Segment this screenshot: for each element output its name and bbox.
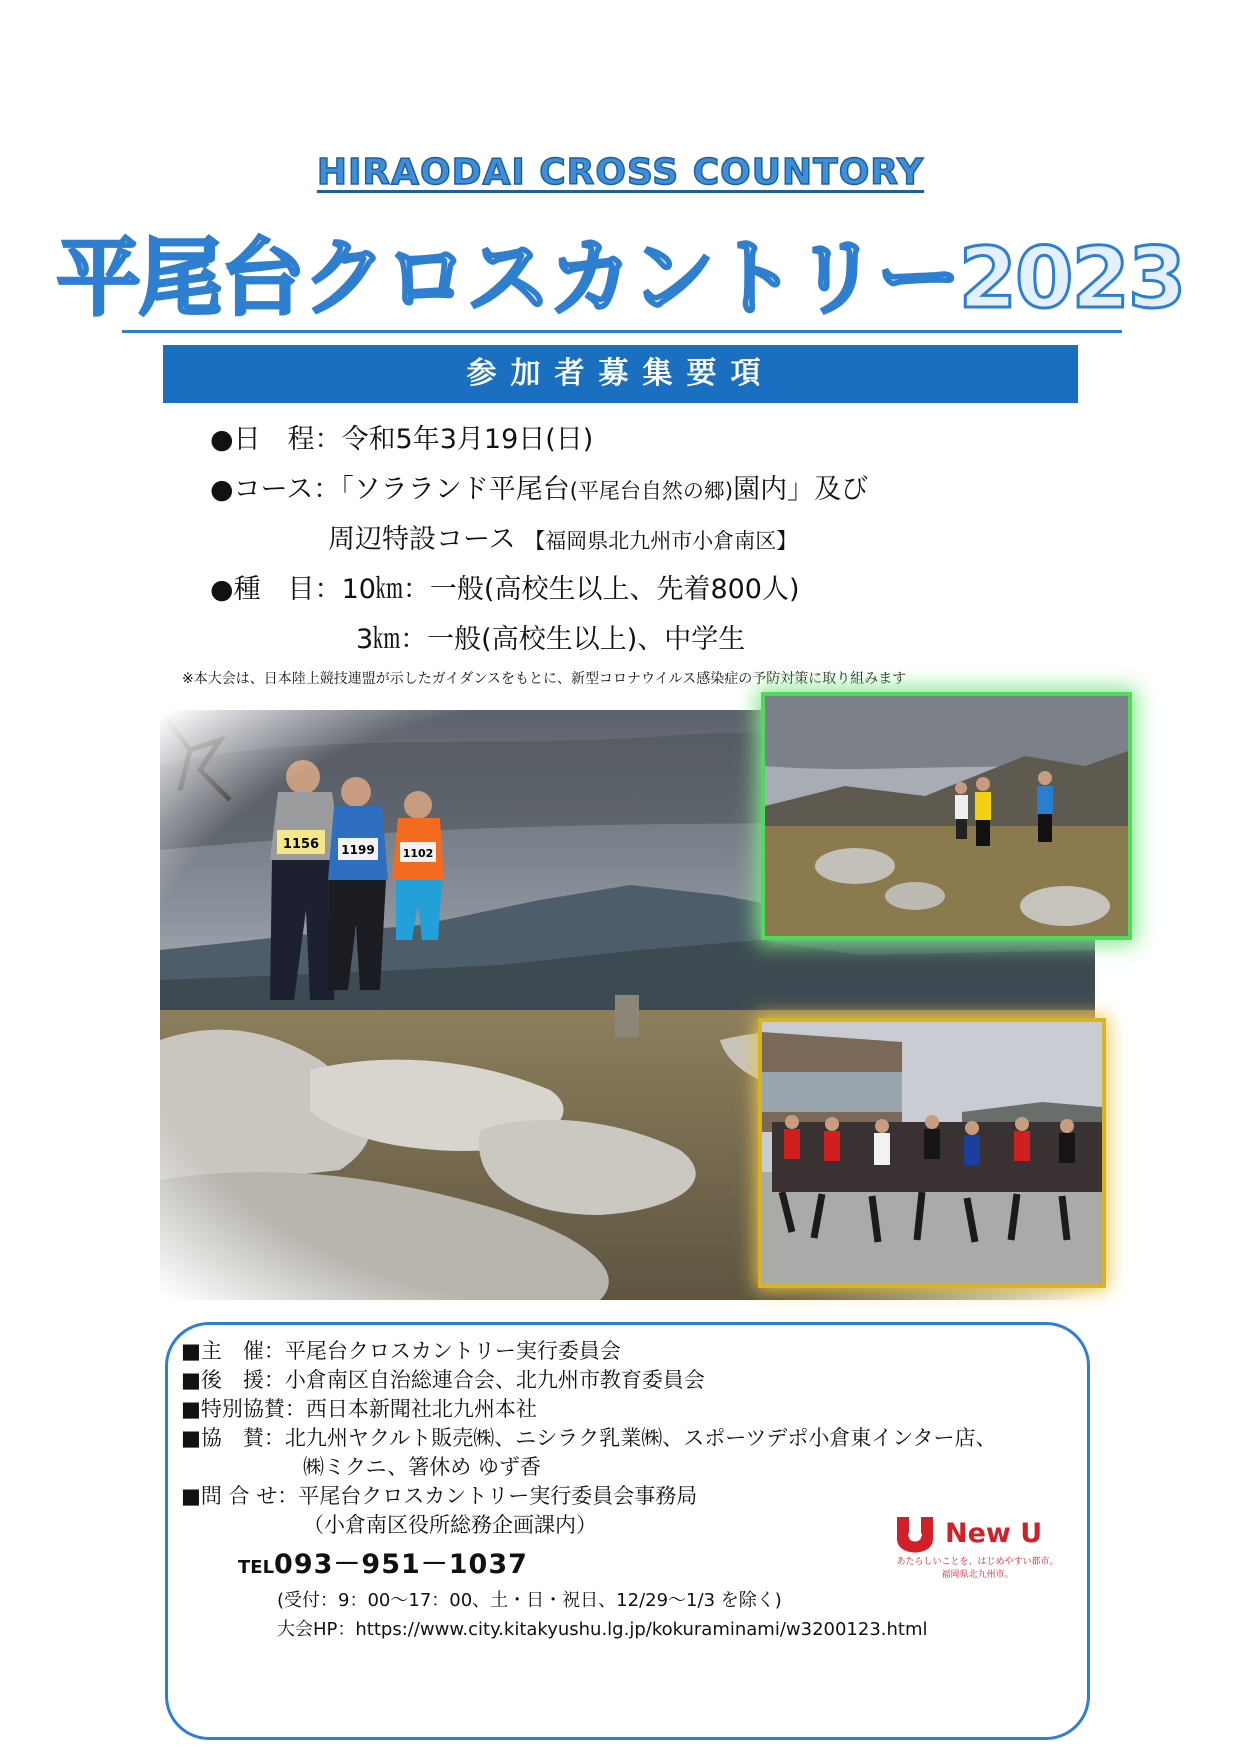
sponsor-line-2: ㈱ミクニ、箸休め ゆず香 <box>303 1455 541 1479</box>
logo-name: New U <box>945 1518 1043 1549</box>
sponsor-line-1: ■協 賛：北九州ヤクルト販売㈱、ニシラク乳業㈱、スポーツデポ小倉東インター店、 <box>181 1426 997 1450</box>
title-underline <box>122 330 1122 333</box>
tel-prefix: TEL <box>238 1557 275 1578</box>
photo-bottom-illustration <box>762 1022 1102 1284</box>
covid-note: ※本大会は、日本陸上競技連盟が示したガイダンスをもとに、新型コロナウイルス感染症の予防対策に取り組みます <box>182 671 907 687</box>
tel-number: 093－951－1037 <box>274 1549 528 1580</box>
logo-tagline-2: 福岡県北九州市。 <box>941 1570 1014 1580</box>
logo-tagline-1: あたらしいことを、はじめやすい都市。 <box>896 1557 1059 1567</box>
events-line <box>210 570 800 610</box>
events-line-2 <box>356 620 745 660</box>
course-line <box>210 470 868 511</box>
schedule-line <box>210 420 593 460</box>
special-sponsor-line: ■特別協賛：西日本新聞社北九州本社 <box>181 1397 537 1421</box>
bullet: ● <box>210 424 234 455</box>
runner-white <box>955 782 968 839</box>
contact-line-1: ■問 合 せ：平尾台クロスカントリー実行委員会事務局 <box>181 1484 698 1508</box>
website-link[interactable]: 大会HP：https://www.city.kitakyushu.lg.jp/kokuraminami/w3200123.html <box>277 1619 928 1640</box>
host-line: ■主 催：平尾台クロスカントリー実行委員会 <box>181 1339 621 1363</box>
course-value-b: 園内」及び <box>733 474 869 505</box>
contact-line-2: （小倉南区役所総務企画課内） <box>303 1513 597 1537</box>
schedule-label: 日 程： <box>233 424 342 455</box>
course-value-a: 「ソラランド平尾台 <box>340 474 570 505</box>
events-label: 種 目： <box>233 574 342 605</box>
new-u-logo-icon <box>893 1515 937 1555</box>
photo-runners-hill <box>765 696 1128 936</box>
events-3km: 3㎞：一般(高校生以上)、中学生 <box>356 624 746 655</box>
course-line-2 <box>328 520 797 561</box>
bullet: ● <box>210 474 234 505</box>
course-value-small: (平尾台自然の郷) <box>569 479 734 503</box>
course-line2: 周辺特設コース <box>328 524 516 555</box>
title-english: HIRAODAI CROSS COUNTORY <box>316 152 925 193</box>
runner-yellow <box>975 777 991 846</box>
phone-number[interactable] <box>238 1542 528 1581</box>
photo-top-illustration <box>765 696 1128 936</box>
title-japanese: 平尾台クロスカントリー2023 <box>56 229 1185 327</box>
support-line: ■後 援：小倉南区自治総連合会、北九州市教育委員会 <box>181 1368 705 1392</box>
runner-blue <box>1037 771 1053 842</box>
events-10km: 10㎞：一般(高校生以上、先着800人) <box>341 574 800 605</box>
recruitment-banner: 参加者募集要項 <box>163 345 1078 403</box>
reception-hours: (受付：9：00～17：00、土・日・祝日、12/29～1/3 を除く) <box>277 1590 782 1611</box>
bullet: ● <box>210 574 234 605</box>
logo-tagline <box>890 1556 1065 1582</box>
course-location: 【福岡県北九州市小倉南区】 <box>524 529 798 553</box>
schedule-value: 令和5年3月19日(日) <box>341 424 594 455</box>
photo-start-crowd <box>762 1022 1102 1284</box>
course-label: コース： <box>233 474 341 505</box>
